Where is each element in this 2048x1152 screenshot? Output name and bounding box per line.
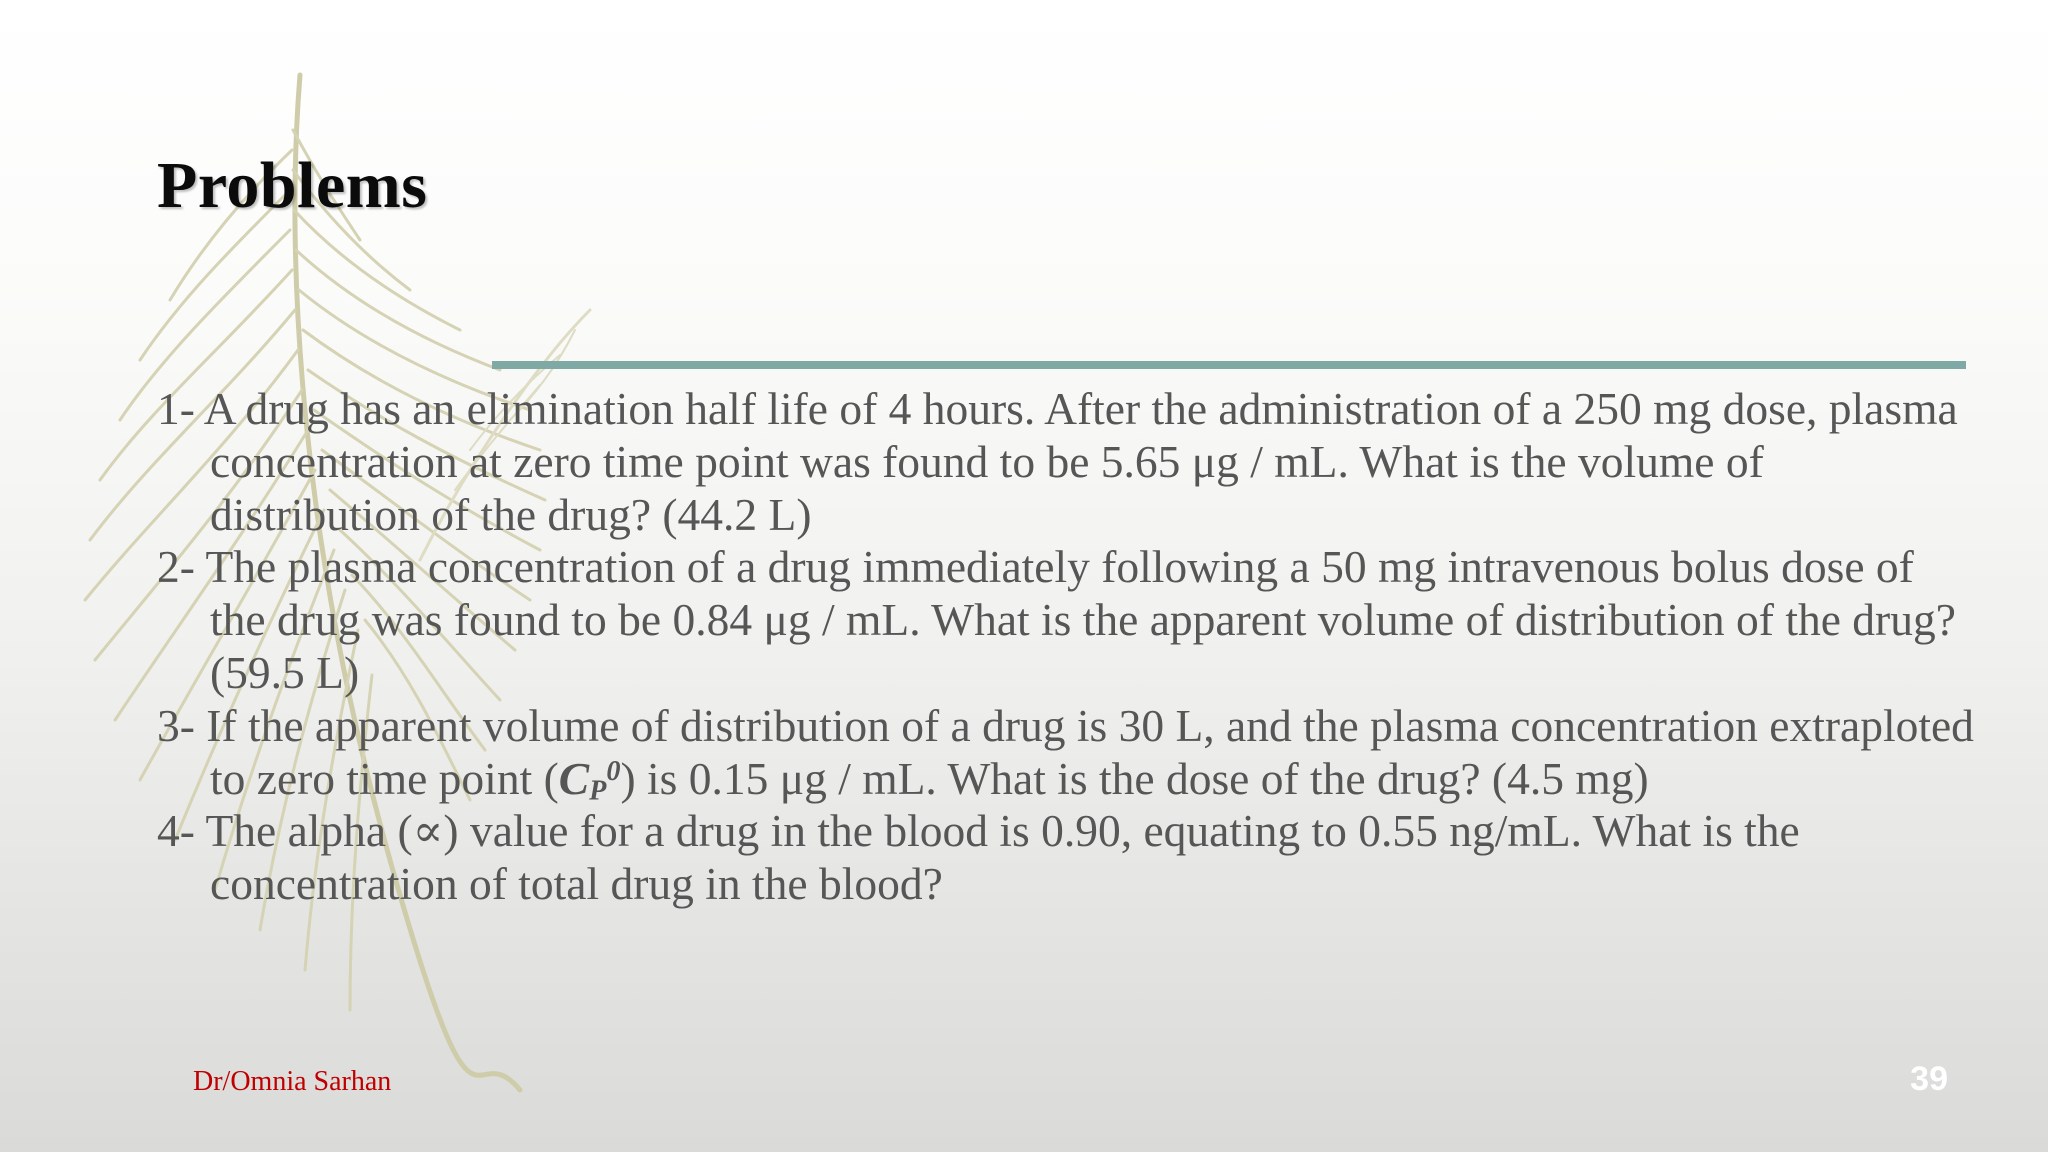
slide-title: Problems — [157, 149, 428, 222]
cp-symbol-superscript: 0 — [606, 755, 621, 787]
page-number: 39 — [1910, 1060, 1948, 1098]
footer-author: Dr/Omnia Sarhan — [193, 1066, 392, 1097]
problem-3-text-before: 3- If the apparent volume of distribution of a drug is 30 L, and the plasma concentration extraploted to zero time point ( — [157, 699, 1974, 804]
problem-item-1: 1- A drug has an elimination half life of 4 hours. After the administration of a 250 mg dose, plasma concentration at zero time point was found to be 5.65 μg / mL. What is the volume of distribution of the drug? (44.2 L) — [157, 383, 1958, 540]
cp-zero-symbol — [558, 752, 621, 807]
cp-symbol-main: C — [558, 752, 590, 804]
problem-list — [157, 383, 1977, 911]
problem-3-text-after: ) is 0.15 μg / mL. What is the dose of the drug? (4.5 mg) — [620, 752, 1649, 804]
title-divider — [492, 361, 1966, 369]
cp-symbol-subscript: P — [589, 775, 607, 807]
problem-item-3 — [157, 700, 1977, 806]
problem-item-2: 2- The plasma concentration of a drug immediately following a 50 mg intravenous bolus dose of the drug was found to be 0.84 μg / mL. What is the apparent volume of distribution of the drug? (59.5 L) — [157, 541, 1956, 698]
problem-item-4: 4- The alpha (∝) value for a drug in the blood is 0.90, equating to 0.55 ng/mL. What is the concentration of total drug in the blood? — [157, 805, 1800, 910]
